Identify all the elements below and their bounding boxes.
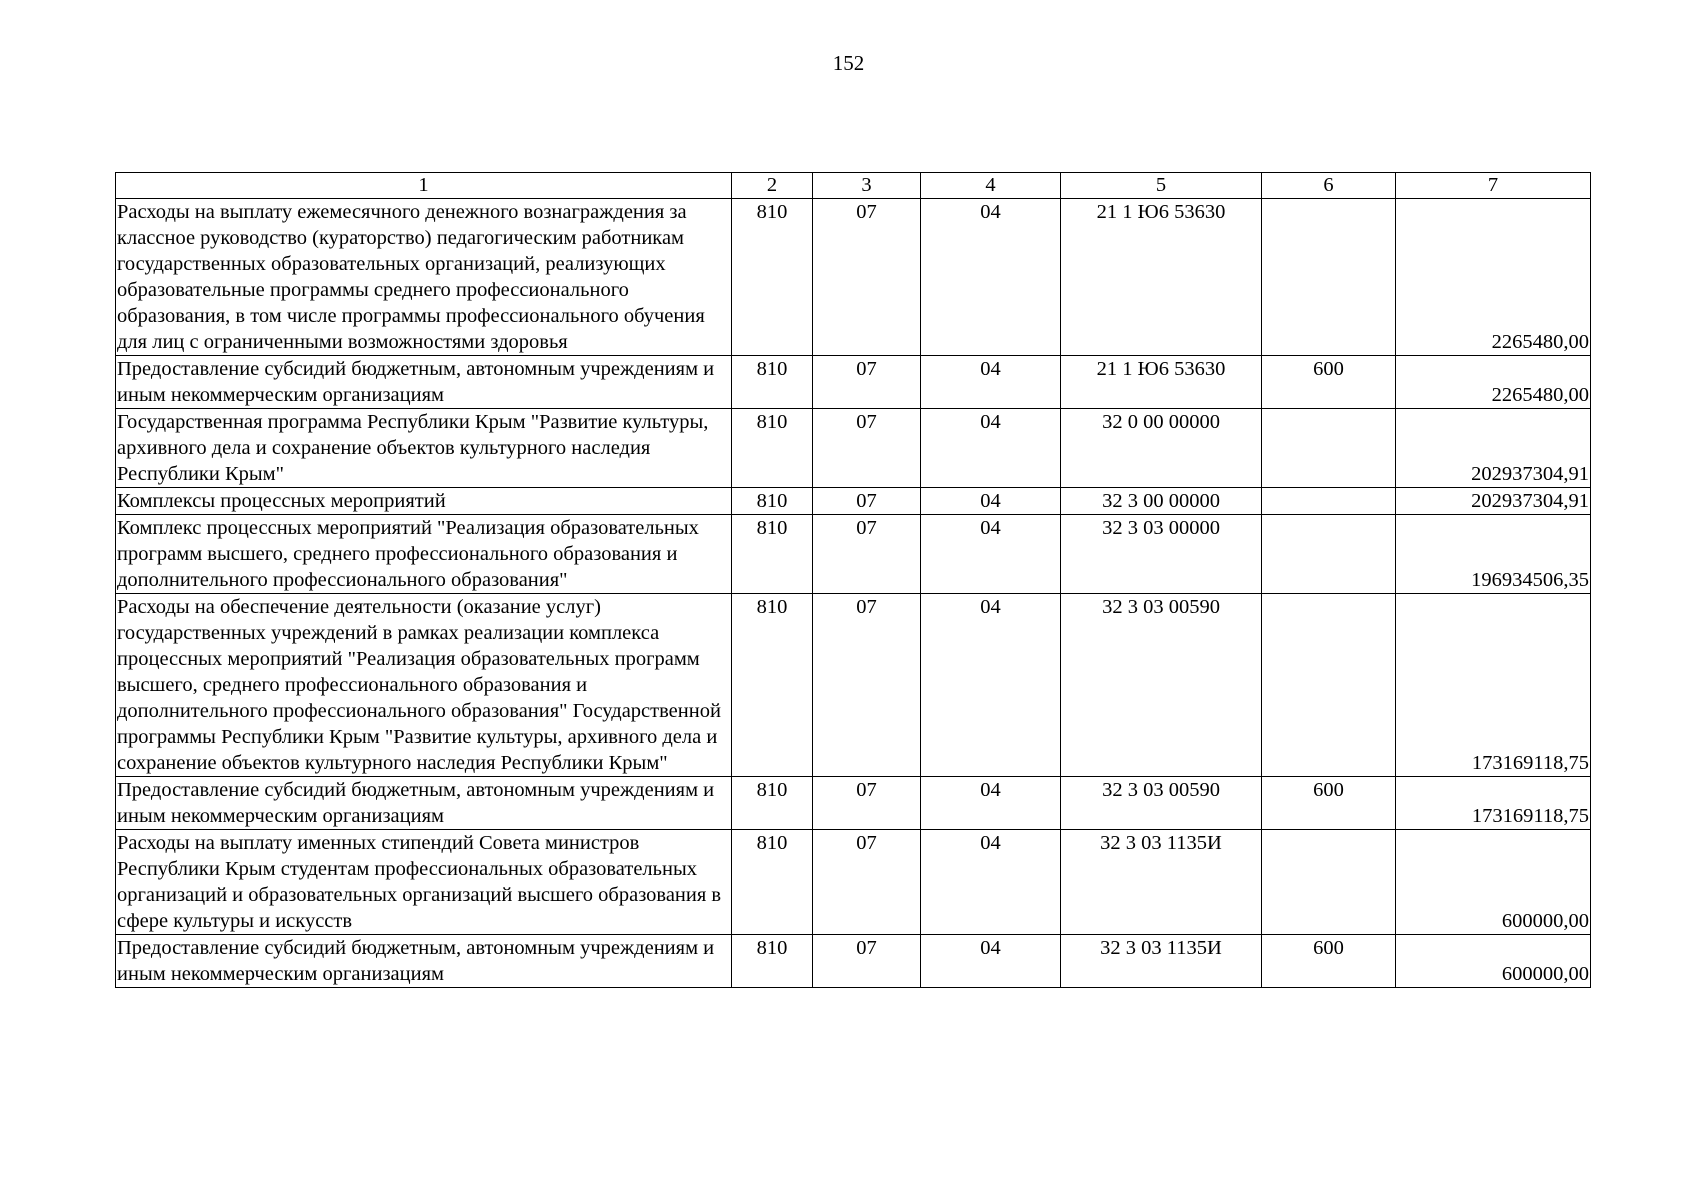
section-code: 07 (813, 488, 921, 515)
expense-type-code: 600 (1262, 935, 1396, 988)
column-header-5: 5 (1061, 173, 1262, 199)
expense-name: Комплекс процессных мероприятий "Реализация образовательных программ высшего, среднего профессионального образования и дополнительного профессионального образования" (116, 515, 732, 594)
section-code: 07 (813, 515, 921, 594)
section-code: 07 (813, 594, 921, 777)
subsection-code: 04 (921, 199, 1061, 356)
expense-name: Расходы на обеспечение деятельности (оказание услуг) государственных учреждений в рамках реализации комплекса процессных мероприятий "Реализация образовательных программ высшего, среднего профессионального образования и дополнительного профессионального образования" Государственной программы Республики Крым "Развитие культуры, архивного дела и сохранение объектов культурного наследия Республики Крым" (116, 594, 732, 777)
amount: 173169118,75 (1396, 777, 1591, 830)
column-header-6: 6 (1262, 173, 1396, 199)
subsection-code: 04 (921, 409, 1061, 488)
subsection-code: 04 (921, 356, 1061, 409)
grbs-code: 810 (732, 594, 813, 777)
grbs-code: 810 (732, 830, 813, 935)
header-row (116, 173, 1591, 199)
table-row (116, 356, 1591, 409)
expense-type-code: 600 (1262, 777, 1396, 830)
grbs-code: 810 (732, 488, 813, 515)
amount: 173169118,75 (1396, 594, 1591, 777)
expense-type-code (1262, 488, 1396, 515)
grbs-code: 810 (732, 515, 813, 594)
column-header-1: 1 (116, 173, 732, 199)
subsection-code: 04 (921, 830, 1061, 935)
grbs-code: 810 (732, 356, 813, 409)
expense-name: Расходы на выплату именных стипендий Совета министров Республики Крым студентам профессиональных образовательных организаций и образовательных организаций высшего образования в сфере культуры и искусств (116, 830, 732, 935)
target-article-code: 32 3 03 00590 (1061, 777, 1262, 830)
target-article-code: 21 1 Ю6 53630 (1061, 356, 1262, 409)
expense-name: Предоставление субсидий бюджетным, автономным учреждениям и иным некоммерческим организациям (116, 777, 732, 830)
table-row (116, 488, 1591, 515)
table-row (116, 515, 1591, 594)
target-article-code: 32 3 03 1135И (1061, 935, 1262, 988)
grbs-code: 810 (732, 777, 813, 830)
table-row (116, 777, 1591, 830)
table-row (116, 594, 1591, 777)
expense-type-code (1262, 199, 1396, 356)
section-code: 07 (813, 409, 921, 488)
amount: 2265480,00 (1396, 199, 1591, 356)
amount: 202937304,91 (1396, 488, 1591, 515)
section-code: 07 (813, 935, 921, 988)
amount: 202937304,91 (1396, 409, 1591, 488)
amount: 600000,00 (1396, 830, 1591, 935)
subsection-code: 04 (921, 515, 1061, 594)
target-article-code: 32 0 00 00000 (1061, 409, 1262, 488)
subsection-code: 04 (921, 488, 1061, 515)
expense-type-code (1262, 830, 1396, 935)
grbs-code: 810 (732, 199, 813, 356)
table-row (116, 409, 1591, 488)
grbs-code: 810 (732, 935, 813, 988)
amount: 196934506,35 (1396, 515, 1591, 594)
grbs-code: 810 (732, 409, 813, 488)
expense-type-code (1262, 594, 1396, 777)
subsection-code: 04 (921, 935, 1061, 988)
target-article-code: 32 3 03 1135И (1061, 830, 1262, 935)
table-row (116, 199, 1591, 356)
expense-name: Предоставление субсидий бюджетным, автономным учреждениям и иным некоммерческим организациям (116, 356, 732, 409)
expense-type-code (1262, 409, 1396, 488)
budget-table (115, 172, 1591, 988)
section-code: 07 (813, 199, 921, 356)
subsection-code: 04 (921, 777, 1061, 830)
table-row (116, 830, 1591, 935)
column-header-4: 4 (921, 173, 1061, 199)
column-header-3: 3 (813, 173, 921, 199)
column-header-7: 7 (1396, 173, 1591, 199)
target-article-code: 21 1 Ю6 53630 (1061, 199, 1262, 356)
amount: 600000,00 (1396, 935, 1591, 988)
expense-name: Предоставление субсидий бюджетным, автономным учреждениям и иным некоммерческим организациям (116, 935, 732, 988)
section-code: 07 (813, 830, 921, 935)
expense-name: Расходы на выплату ежемесячного денежного вознаграждения за классное руководство (кураторство) педагогическим работникам государственных образовательных организаций, реализующих образовательные программы среднего профессионального образования, в том числе программы профессионального обучения для лиц с ограниченными возможностями здоровья (116, 199, 732, 356)
expense-type-code: 600 (1262, 356, 1396, 409)
column-header-2: 2 (732, 173, 813, 199)
section-code: 07 (813, 356, 921, 409)
target-article-code: 32 3 03 00000 (1061, 515, 1262, 594)
subsection-code: 04 (921, 594, 1061, 777)
target-article-code: 32 3 03 00590 (1061, 594, 1262, 777)
page-number: 152 (832, 51, 865, 75)
expense-name: Комплексы процессных мероприятий (116, 488, 732, 515)
expense-name: Государственная программа Республики Крым "Развитие культуры, архивного дела и сохранение объектов культурного наследия Республики Крым" (116, 409, 732, 488)
target-article-code: 32 3 00 00000 (1061, 488, 1262, 515)
expense-type-code (1262, 515, 1396, 594)
table-row (116, 935, 1591, 988)
section-code: 07 (813, 777, 921, 830)
amount: 2265480,00 (1396, 356, 1591, 409)
